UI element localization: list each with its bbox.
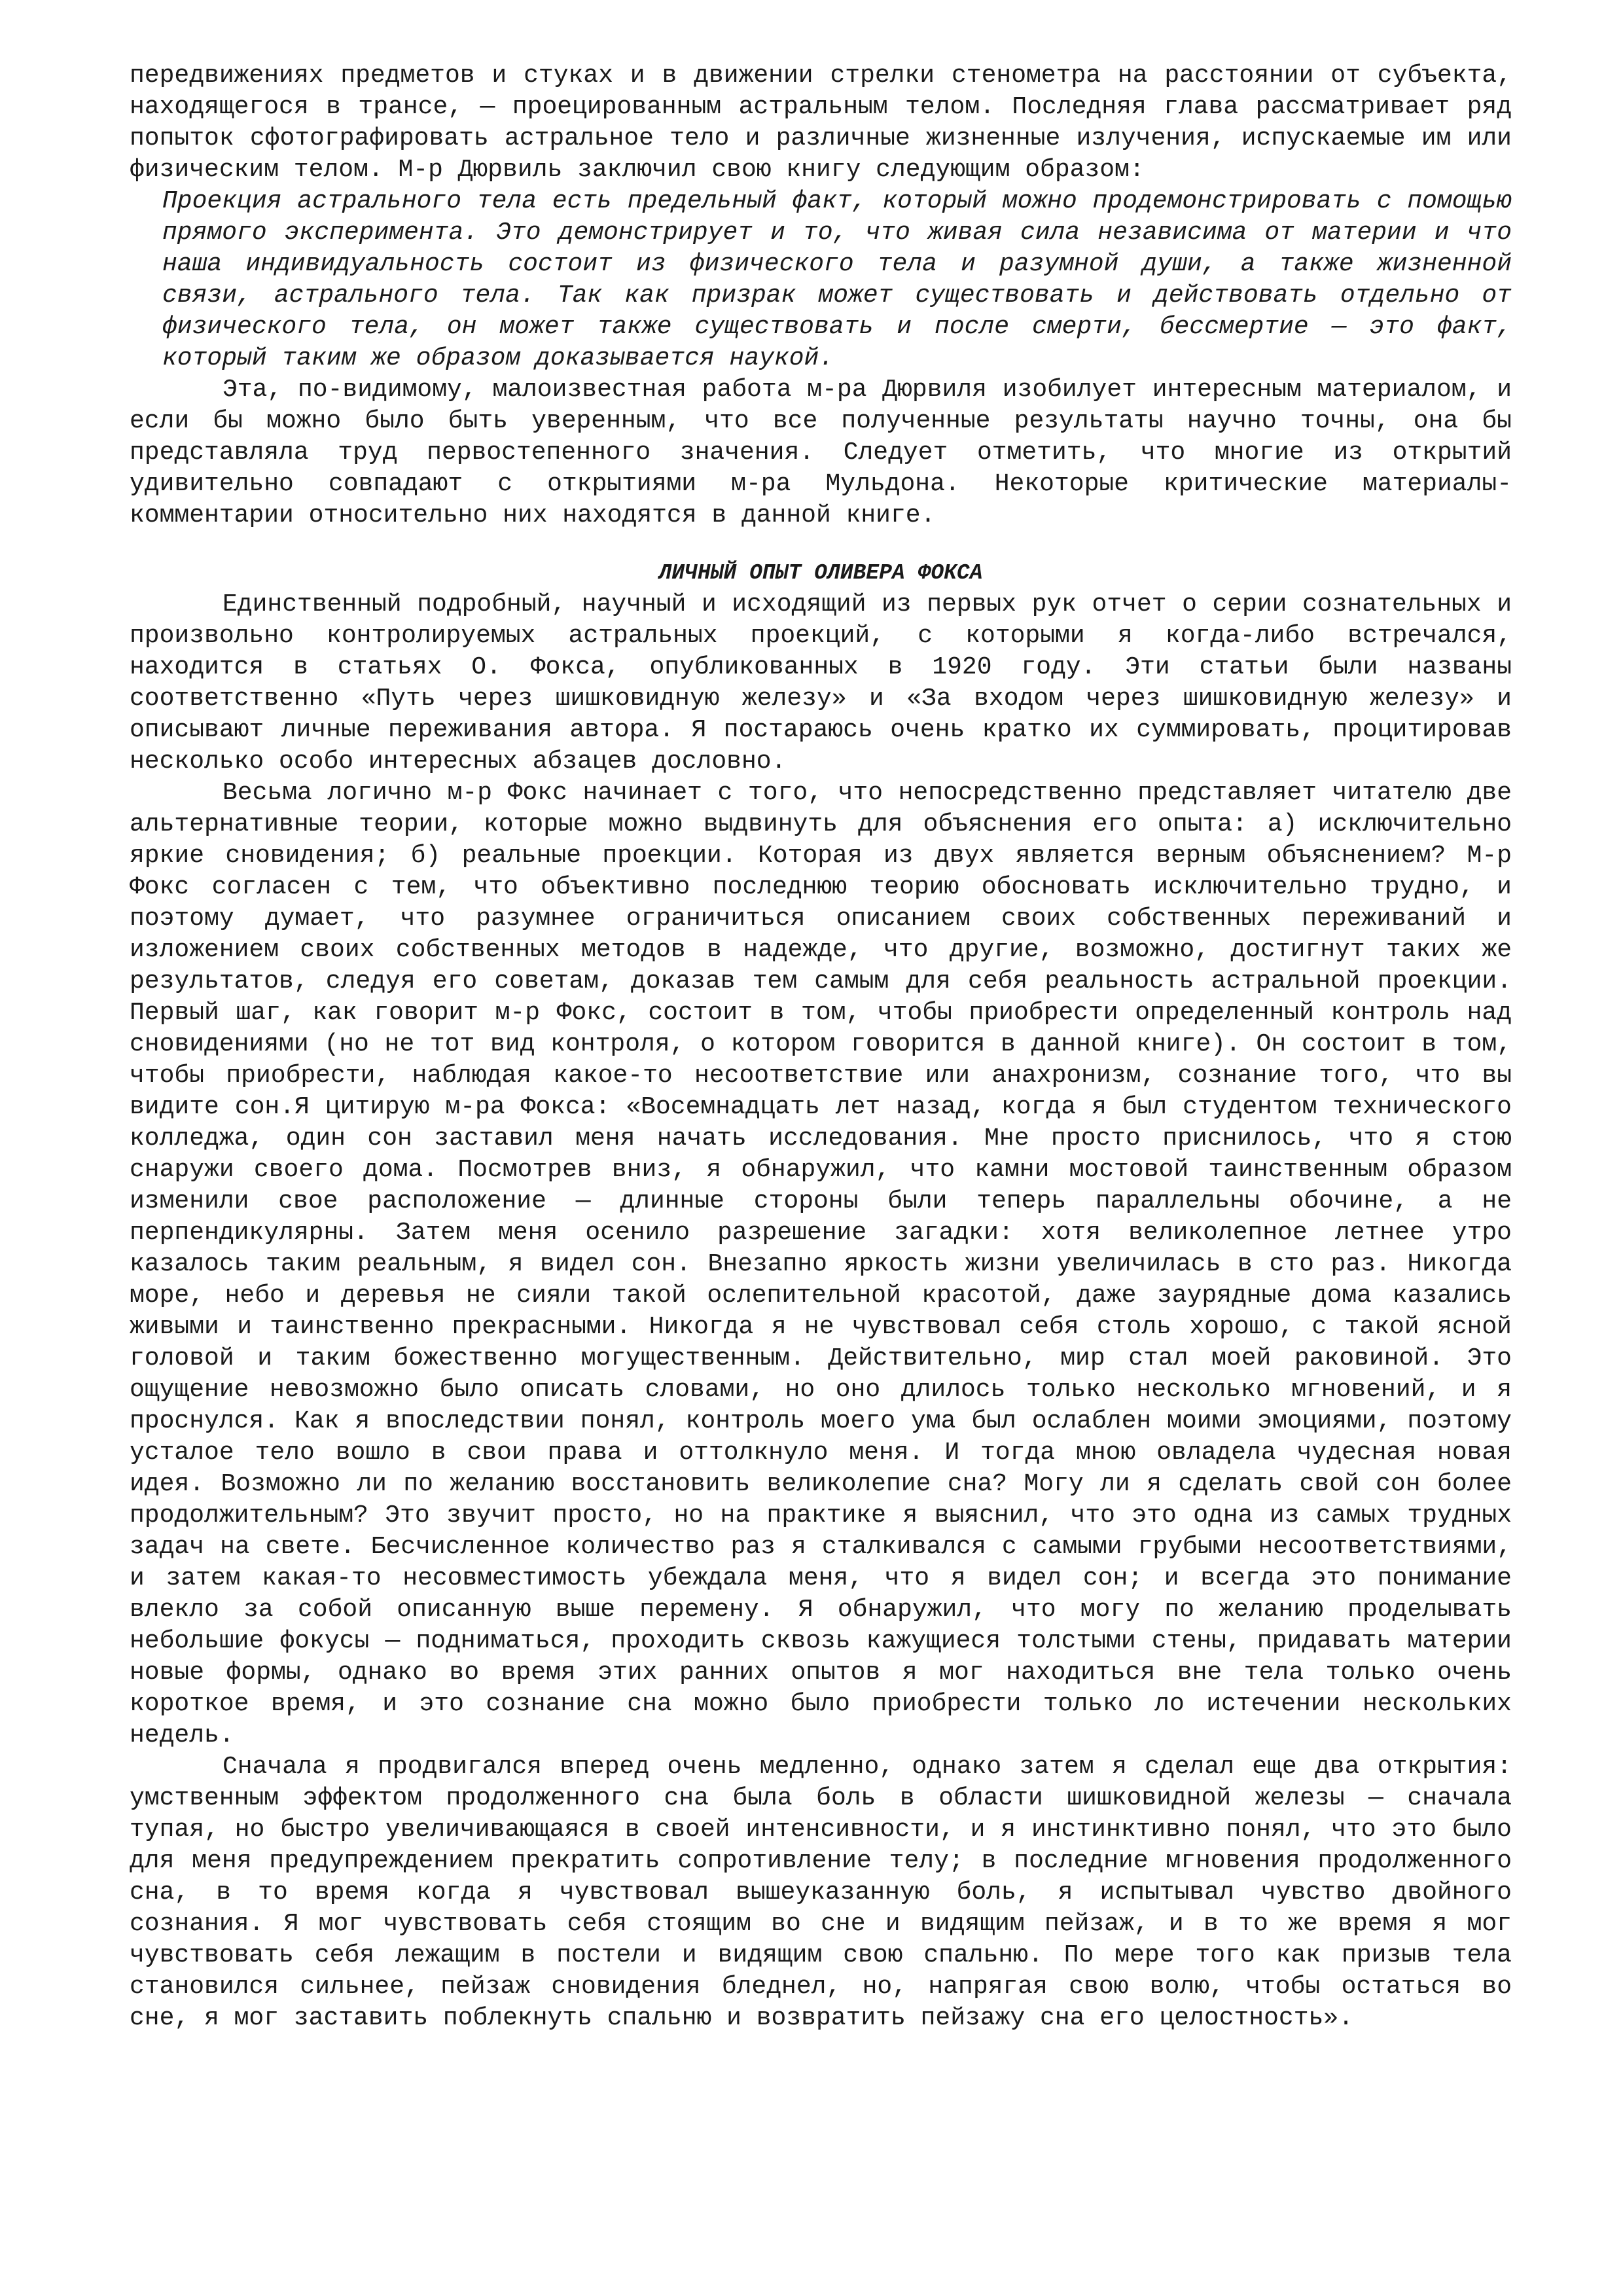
document-page [130,60,1512,2034]
paragraph-intro: передвижениях предметов и стуках и в движении стрелки стенометра на расстоянии от субъекта, находящегося в трансе, — проецированным астральным телом. Последняя глава рассматривает ряд попыток сфотографировать астральное тело и различные жизненные излучения, испускаемые им или физическим телом. М-р Дюрвиль заключил свою книгу следующим образом: [130,62,1512,184]
quote-durville-conclusion: Проекция астрального тела есть предельный факт, который можно продемонстрировать с помощью прямого эксперимента. Это демонстрирует и то, что живая сила независима от материи и что наша индивидуальность состоит из физического тела и разумной души, а также жизненной связи, астрального тела. Так как призрак может существовать и действовать отдельно от физического тела, он может также существовать и после смерти, бессмертие — это факт, который таким же образом доказывается наукой. [162,187,1512,372]
paragraph-fox-articles: Единственный подробный, научный и исходящий из первых рук отчет о серии сознательных и произвольно контролируемых астральных проекций, с которыми я когда-либо встречался, находится в статьях О. Фокса, опубликованных в 1920 году. Эти статьи были названы соответственно «Путь через шишковидную железу» и «За входом через шишковидную железу» и описывают личные переживания автора. Я постараюсь очень кратко их суммировать, процитировав несколько особо интересных абзацев дословно. [130,590,1512,776]
section-heading: ЛИЧНЫЙ ОПЫТ ОЛИВЕРА ФОКСА [658,561,983,585]
paragraph-fox-theories: Весьма логично м-р Фокс начинает с того, что непосредственно представляет читателю две альтернативные теории, которые можно выдвинуть для объяснения его опыта: а) исключительно яркие сновидения; б) реальные проекции. Которая из двух является верным объяснением? М-р Фокс согласен с тем, что объективно последнюю теорию обосновать исключительно трудно, и поэтому думает, что разумнее ограничиться описанием своих собственных переживаний и изложением своих собственных методов в надежде, что другие, возможно, достигнут таких же результатов, следуя его советам, доказав тем самым для себя реальность астральной проекции. Первый шаг, как говорит м-р Фокс, состоит в том, чтобы приобрести определенный контроль над сновидениями (но не тот вид контроля, о котором говорится в данной книге). Он состоит в том, чтобы приобрести, наблюдая какое-то несоответствие или анахронизм, сознание того, что вы видите сон.Я цитирую м-ра Фокса: «Восемнадцать лет назад, когда я был студентом технического колледжа, один сон заставил меня начать исследования. Мне просто приснилось, что я стою снаружи своего дома. Посмотрев вниз, я обнаружил, что камни мостовой таинственным образом изменили свое расположение — длинные стороны были теперь параллельны обочине, а не перпендикулярны. Затем меня осенило разрешение загадки: хотя великолепное летнее утро казалось таким реальным, я видел сон. Внезапно яркость жизни увеличилась в сто раз. Никогда море, небо и деревья не сияли такой ослепительной красотой, даже заурядные дома казались живыми и таинственно прекрасными. Никогда я не чувствовал себя столь хорошо, с такой ясной головой и таким божественно могущественным. Действительно, мир стал моей раковиной. Это ощущение невозможно было описать словами, но оно длилось только несколько мгновений, и я проснулся. Как я впоследствии понял, контроль моего ума был ослаблен моими эмоциями, поэтому усталое тело вошло в свои права и оттолкнуло меня. И тогда мною овладела чудесная новая идея. Возможно ли по желанию восстановить великолепие сна? Могу ли я сделать свой сон более продолжительным? Это звучит просто, но на практике я выяснил, что это одна из самых трудных задач на свете. Бесчисленное количество раз я сталкивался с самыми грубыми несоответствиями, и затем какая-то несовместимость убеждала меня, что я видел сон; и всегда это понимание влекло за собой описанную выше перемену. Я обнаружил, что могу по желанию проделывать небольшие фокусы — подниматься, проходить сквозь кажущиеся толстыми стены, придавать материи новые формы, однако во время этих ранних опытов я мог находиться вне тела только очень короткое время, и это сознание сна можно было приобрести только ло истечении нескольких недель. [130,779,1512,1749]
paragraph-fox-discoveries: Сначала я продвигался вперед очень медленно, однако затем я сделал еще два открытия: умственным эффектом продолженного сна была боль в области шишковидной железы — сначала тупая, но быстро увеличивающаяся в своей интенсивности, и я инстинктивно понял, что это было для меня предупреждением прекратить сопротивление телу; в последние мгновения продолженного сна, в то время когда я чувствовал вышеуказанную боль, я испытывал чувство двойного сознания. Я мог чувствовать себя стоящим во сне и видящим пейзаж, и в то же время я мог чувствовать себя лежащим в постели и видящим свою спальню. По мере того как призыв тела становился сильнее, пейзаж сновидения бледнел, но, напрягая свою волю, чтобы остаться во сне, я мог заставить поблекнуть спальню и возвратить пейзажу сна его целостность». [130,1753,1512,2032]
paragraph-durville-assessment: Эта, по-видимому, малоизвестная работа м-ра Дюрвиля изобилует интересным материалом, и если бы можно было быть уверенным, что все полученные результаты научно точны, она бы представляла труд первостепенного значения. Следует отметить, что многие из открытий удивительно совпадают с открытиями м-ра Мульдона. Некоторые критические материалы-комментарии относительно них находятся в данной книге. [130,376,1512,529]
